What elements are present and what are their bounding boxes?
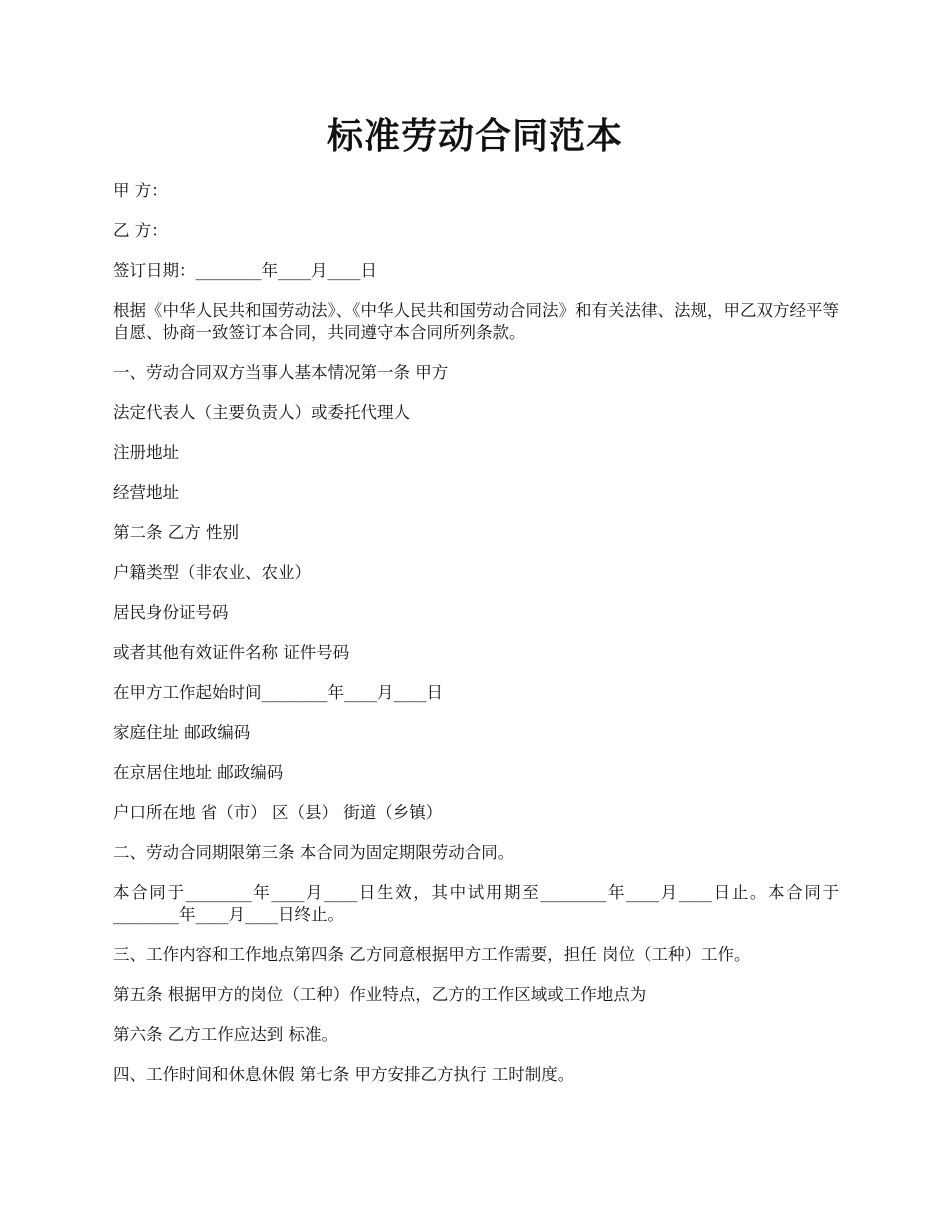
other-id-line: 或者其他有效证件名称 证件号码 — [113, 643, 350, 662]
section-1-heading: 一、劳动合同双方当事人基本情况第一条 甲方 — [113, 363, 449, 382]
article-5-line: 第五条 根据甲方的岗位（工种）作业特点，乙方的工作区域或工作地点为 — [113, 985, 647, 1004]
party-a-line: 甲 方： — [113, 181, 168, 200]
section-4-heading: 四、工作时间和休息休假 第七条 甲方安排乙方执行 工时制度。 — [113, 1065, 575, 1084]
article-2-line: 第二条 乙方 性别 — [113, 523, 239, 542]
signing-date-line: 签订日期：________年____月____日 — [113, 261, 377, 280]
business-address-line: 经营地址 — [113, 483, 179, 502]
article-6-line: 第六条 乙方工作应达到 标准。 — [113, 1025, 338, 1044]
section-2-heading: 二、劳动合同期限第三条 本合同为固定期限劳动合同。 — [113, 843, 515, 862]
household-type-line: 户籍类型（非农业、农业） — [113, 563, 311, 582]
contract-term-paragraph: 本合同于________年____月____日生效，其中试用期至________年____月____日止。本合同于________年____月____日终止。 — [113, 883, 839, 924]
legal-representative-line: 法定代表人（主要负责人）或委托代理人 — [113, 403, 410, 422]
document-title: 标准劳动合同范本 — [326, 115, 623, 157]
preamble-paragraph: 根据《中华人民共和国劳动法》、《中华人民共和国劳动合同法》和有关法律、法规，甲乙双方经平等自愿、协商一致签订本合同，共同遵守本合同所列条款。 — [113, 301, 839, 342]
section-3-heading: 三、工作内容和工作地点第四条 乙方同意根据甲方工作需要，担任 岗位（工种）工作。 — [113, 945, 751, 964]
home-address-line: 家庭住址 邮政编码 — [113, 723, 251, 742]
beijing-address-line: 在京居住地址 邮政编码 — [113, 763, 284, 782]
start-date-line: 在甲方工作起始时间________年____月____日 — [113, 683, 443, 702]
hukou-location-line: 户口所在地 省（市） 区（县） 街道（乡镇） — [113, 803, 443, 822]
registered-address-line: 注册地址 — [113, 443, 179, 462]
id-number-line: 居民身份证号码 — [113, 603, 229, 622]
document-body — [113, 180, 839, 1104]
party-b-line: 乙 方： — [113, 221, 168, 240]
